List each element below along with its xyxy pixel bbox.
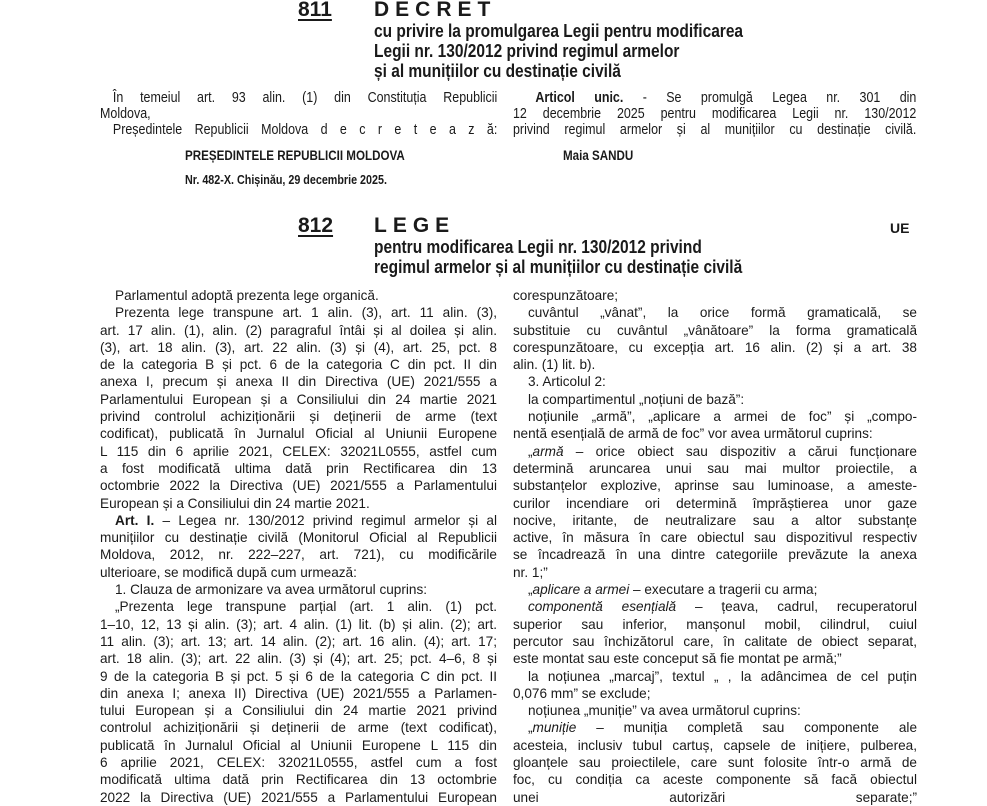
paragraph xyxy=(513,443,917,581)
text-line: corespunzătoare, cu excepția art. 16 alin. (2) și a art. 38 xyxy=(513,339,917,355)
text-line: „Prezenta lege transpune parțial (art. 1 alin. (1) pct. xyxy=(115,599,497,615)
text-line: cuvântul „vânat”, la orice formă gramaticală, se xyxy=(528,305,917,321)
text-line: corespunzătoare; xyxy=(513,288,619,303)
decree-heading: DECRET xyxy=(374,0,497,21)
paragraph xyxy=(513,373,917,390)
text-line: din anexa I; anexa II) Directiva (UE) 2021/555 a Parlamen- xyxy=(100,685,497,701)
text-line: privind controlul achiziționării și deținerii de arme (text xyxy=(100,409,497,425)
law-title xyxy=(374,237,742,277)
article-text: - Se promulgă Legea nr. 301 din xyxy=(642,90,917,106)
text-line: codificat), publicată în Jurnalul Oficial al Uniunii Europene xyxy=(100,426,497,442)
decree-article xyxy=(513,90,916,138)
line-text: – muniția completă sau componente ale xyxy=(576,720,917,736)
preamble-line: Moldova, xyxy=(100,106,151,122)
paragraph xyxy=(100,304,497,512)
preamble-line: În temeiul art. 93 alin. (1) din Constituția Republicii xyxy=(112,90,498,106)
decree-title xyxy=(374,21,743,81)
text-line: controlul achiziționării și deținerii de arme (text codificat), xyxy=(100,720,497,736)
text-line: (3), art. 18 alin. (3), art. 22 alin. (3) și (4), art. 25, pct. 8 xyxy=(100,339,497,355)
paragraph xyxy=(513,287,917,304)
text-line: Moldova, 2012, nr. 222–227, art. 721), cu modificările xyxy=(100,547,497,563)
text-line: anexa I, precum și anexa II din Directiva (UE) 2021/555 a xyxy=(100,374,497,390)
law-heading: LEGE xyxy=(374,214,456,237)
paragraph-lead: Art. I. xyxy=(115,512,155,528)
paragraph xyxy=(513,408,917,443)
text-line: acesteia, inclusiv tubul cartuș, capsele de inițiere, pulberea, xyxy=(513,737,917,753)
line-text: – executare a tragerii cu arma; xyxy=(629,582,818,598)
text-line: European și a Consiliului din 24 martie 2021. xyxy=(100,495,370,511)
paragraph xyxy=(513,702,917,719)
text-line: la noțiunea „marcaj”, textul „ , la adâncimea de cel puțin xyxy=(528,668,917,684)
decree-title-line: Legii nr. 130/2012 privind regimul armelor xyxy=(374,41,680,61)
article-line: privind regimul armelor și al munițiilor cu destinație civilă. xyxy=(513,122,917,138)
signatory-title: PREȘEDINTELE REPUBLICII MOLDOVA xyxy=(185,148,405,163)
text-line: publicată în Jurnalul Oficial al Uniunii Europene L 115 din xyxy=(100,737,497,753)
text-line: tului European și a Consiliului din 24 martie 2021 privind xyxy=(100,703,497,719)
line-text: – orice obiect sau dispozitiv a cărui funcționare xyxy=(563,443,917,459)
text-line: Parlamentul adoptă prezenta lege organică. xyxy=(115,288,379,303)
paragraph-lead: componentă esențială xyxy=(528,599,677,615)
decree-reference: Nr. 482-X. Chișinău, 29 decembrie 2025. xyxy=(185,173,387,187)
text-line: percutor sau închizătorul care, în calitate de obiect separat, xyxy=(513,633,917,649)
paragraph xyxy=(513,668,917,703)
text-line: active, în măsura în care obiectul sau dispozitivul respectiv xyxy=(513,530,917,546)
text-line: noțiunea „muniție” va avea următorul cuprins: xyxy=(528,703,801,719)
text-line: Parlamentului European și a Consiliului din 24 martie 2021 xyxy=(100,391,497,407)
text-line: curilor incendiare ori determină împrăștierea unor gaze xyxy=(513,495,917,511)
text-line: unei autorizări separate;” xyxy=(513,789,917,805)
text-line: 0,076 mm” se exclude; xyxy=(513,685,651,701)
text-line: 2022 la Directiva (UE) 2021/555 a Parlamentului European xyxy=(100,789,497,805)
text-line: nocive, iritante, de neutralizare sau a altor substanțe xyxy=(513,512,917,528)
law-number: 812 xyxy=(298,214,334,237)
text-line: substanțelor explozive, aprinse sau luminoase, a ameste- xyxy=(513,478,917,494)
paragraph xyxy=(513,719,917,805)
text-line: octombrie 2022 la Directiva (UE) 2021/555 a Parlamentului xyxy=(100,478,497,494)
text-line: gloanțele sau proiectilele, care sunt folosite într-o armă de xyxy=(513,755,917,771)
paragraph xyxy=(100,287,497,304)
text-line: este montat sau este conceput să fie montat pe armă;” xyxy=(513,651,842,667)
text-line: modificată ultima dată prin Rectificarea din 13 octombrie xyxy=(100,772,497,788)
text-line: art. 17 alin. (1), alin. (2) paragraful întâi și al doilea și alin. xyxy=(100,322,497,338)
paragraph xyxy=(513,304,917,373)
text-line: L 115 din 6 aprilie 2021, CELEX: 32021L0555, astfel cum xyxy=(100,443,497,459)
preamble-line: Președintele Republicii Moldova d e c r e t e a z ă: xyxy=(112,122,498,138)
text-line: superior sau inferior, manșonul mobil, cilindrul, cuiul xyxy=(513,616,917,632)
paragraph xyxy=(100,581,497,598)
paragraph-lead: aplicare a armei xyxy=(532,582,630,598)
text-line xyxy=(100,512,497,529)
decree-preamble xyxy=(100,90,497,138)
text-line: 1. Clauza de armonizare va avea următorul cuprins: xyxy=(115,582,428,598)
paragraph xyxy=(100,598,497,806)
line-text: – țeava, cadrul, recuperatorul xyxy=(676,599,917,615)
decree-title-line: cu privire la promulgarea Legii pentru modificarea xyxy=(374,21,744,41)
paragraph xyxy=(100,512,497,581)
text-line: ulterioare, se modifică după cum urmează: xyxy=(100,564,357,580)
text-line: munițiilor cu destinație civilă (Monitorul Oficial al Republicii xyxy=(100,530,497,546)
text-line: se încadrează în una dintre categoriile prevăzute la anexa xyxy=(513,547,917,563)
paragraph-lead: muniție xyxy=(532,720,577,736)
text-line: nentă esențială de armă de foc” vor avea următorul cuprins: xyxy=(513,426,873,442)
text-line: alin. (1) lit. b). xyxy=(513,357,596,373)
paragraph-lead: armă xyxy=(532,443,564,459)
text-line: 1–10, 12, 13 și alin. (3); art. 4 alin. (1) lit. (b) și alin. (2); art. xyxy=(100,616,497,632)
text-line: foc, cu condiția ca aceste componente să facă obiectul xyxy=(513,772,917,788)
text-line: substituie cu cuvântul „vânătoare” la forma gramaticală xyxy=(513,322,917,338)
law-title-line: pentru modificarea Legii nr. 130/2012 privind xyxy=(374,237,702,257)
eu-badge: UE xyxy=(890,220,910,236)
text-line: „armă – orice obiect sau dispozitiv a cărui funcționare xyxy=(528,443,917,459)
line-text: – Legea nr. 130/2012 privind regimul armelor și al xyxy=(154,512,497,528)
article-line: 12 decembrie 2025 pentru modificarea Legii nr. 130/2012 xyxy=(513,106,917,122)
paragraph xyxy=(513,391,917,408)
paragraph xyxy=(513,598,917,667)
text-line: determină aruncarea unui sau mai multor proiectile, a xyxy=(513,460,917,476)
decree-number: 811 xyxy=(298,0,332,21)
text-line: „muniție – muniția completă sau componente ale xyxy=(528,720,917,736)
text-line: noțiunile „armă”, „aplicare a armei de foc” și „compo- xyxy=(528,409,917,425)
text-line xyxy=(513,598,917,615)
text-line: 9 de la categoria B și pct. 5 și 6 de la categoria C din pct. II xyxy=(100,668,497,684)
text-line: 11 alin. (3); art. 13; art. 14 alin. (2); art. 16 alin. (4); art. 17; xyxy=(100,633,497,649)
text-line: la compartimentul „noțiuni de bază”: xyxy=(528,391,745,407)
law-right-column xyxy=(513,287,917,806)
text-line: 3. Articolul 2: xyxy=(528,374,606,390)
paragraph xyxy=(513,581,917,598)
text-line: Prezenta lege transpune art. 1 alin. (3), art. 11 alin. (3), xyxy=(115,305,497,321)
article-lead: Articol unic. xyxy=(535,90,624,106)
text-line: a fost modificată ultima dată prin Rectificarea din 13 xyxy=(100,460,497,476)
text-line: nr. 1;” xyxy=(513,564,548,580)
law-left-column xyxy=(100,287,497,806)
text-line: de la categoria B și pct. 6 de la categoria C din pct. II din xyxy=(100,357,497,373)
article-line xyxy=(513,90,916,106)
text-line: art. 18 alin. (3); art. 22 alin. (3) și (4); art. 25; pct. 4–6, 8 și xyxy=(100,651,497,667)
law-title-line: regimul armelor și al munițiilor cu destinație civilă xyxy=(374,257,743,277)
signatory-name: Maia SANDU xyxy=(563,148,634,163)
text-line: „aplicare a armei – executare a tragerii cu arma; xyxy=(528,582,818,598)
text-line: 6 aprilie 2021, CELEX: 32021L0555, astfel cum a fost xyxy=(100,755,497,771)
decree-title-line: și al munițiilor cu destinație civilă xyxy=(374,61,621,81)
